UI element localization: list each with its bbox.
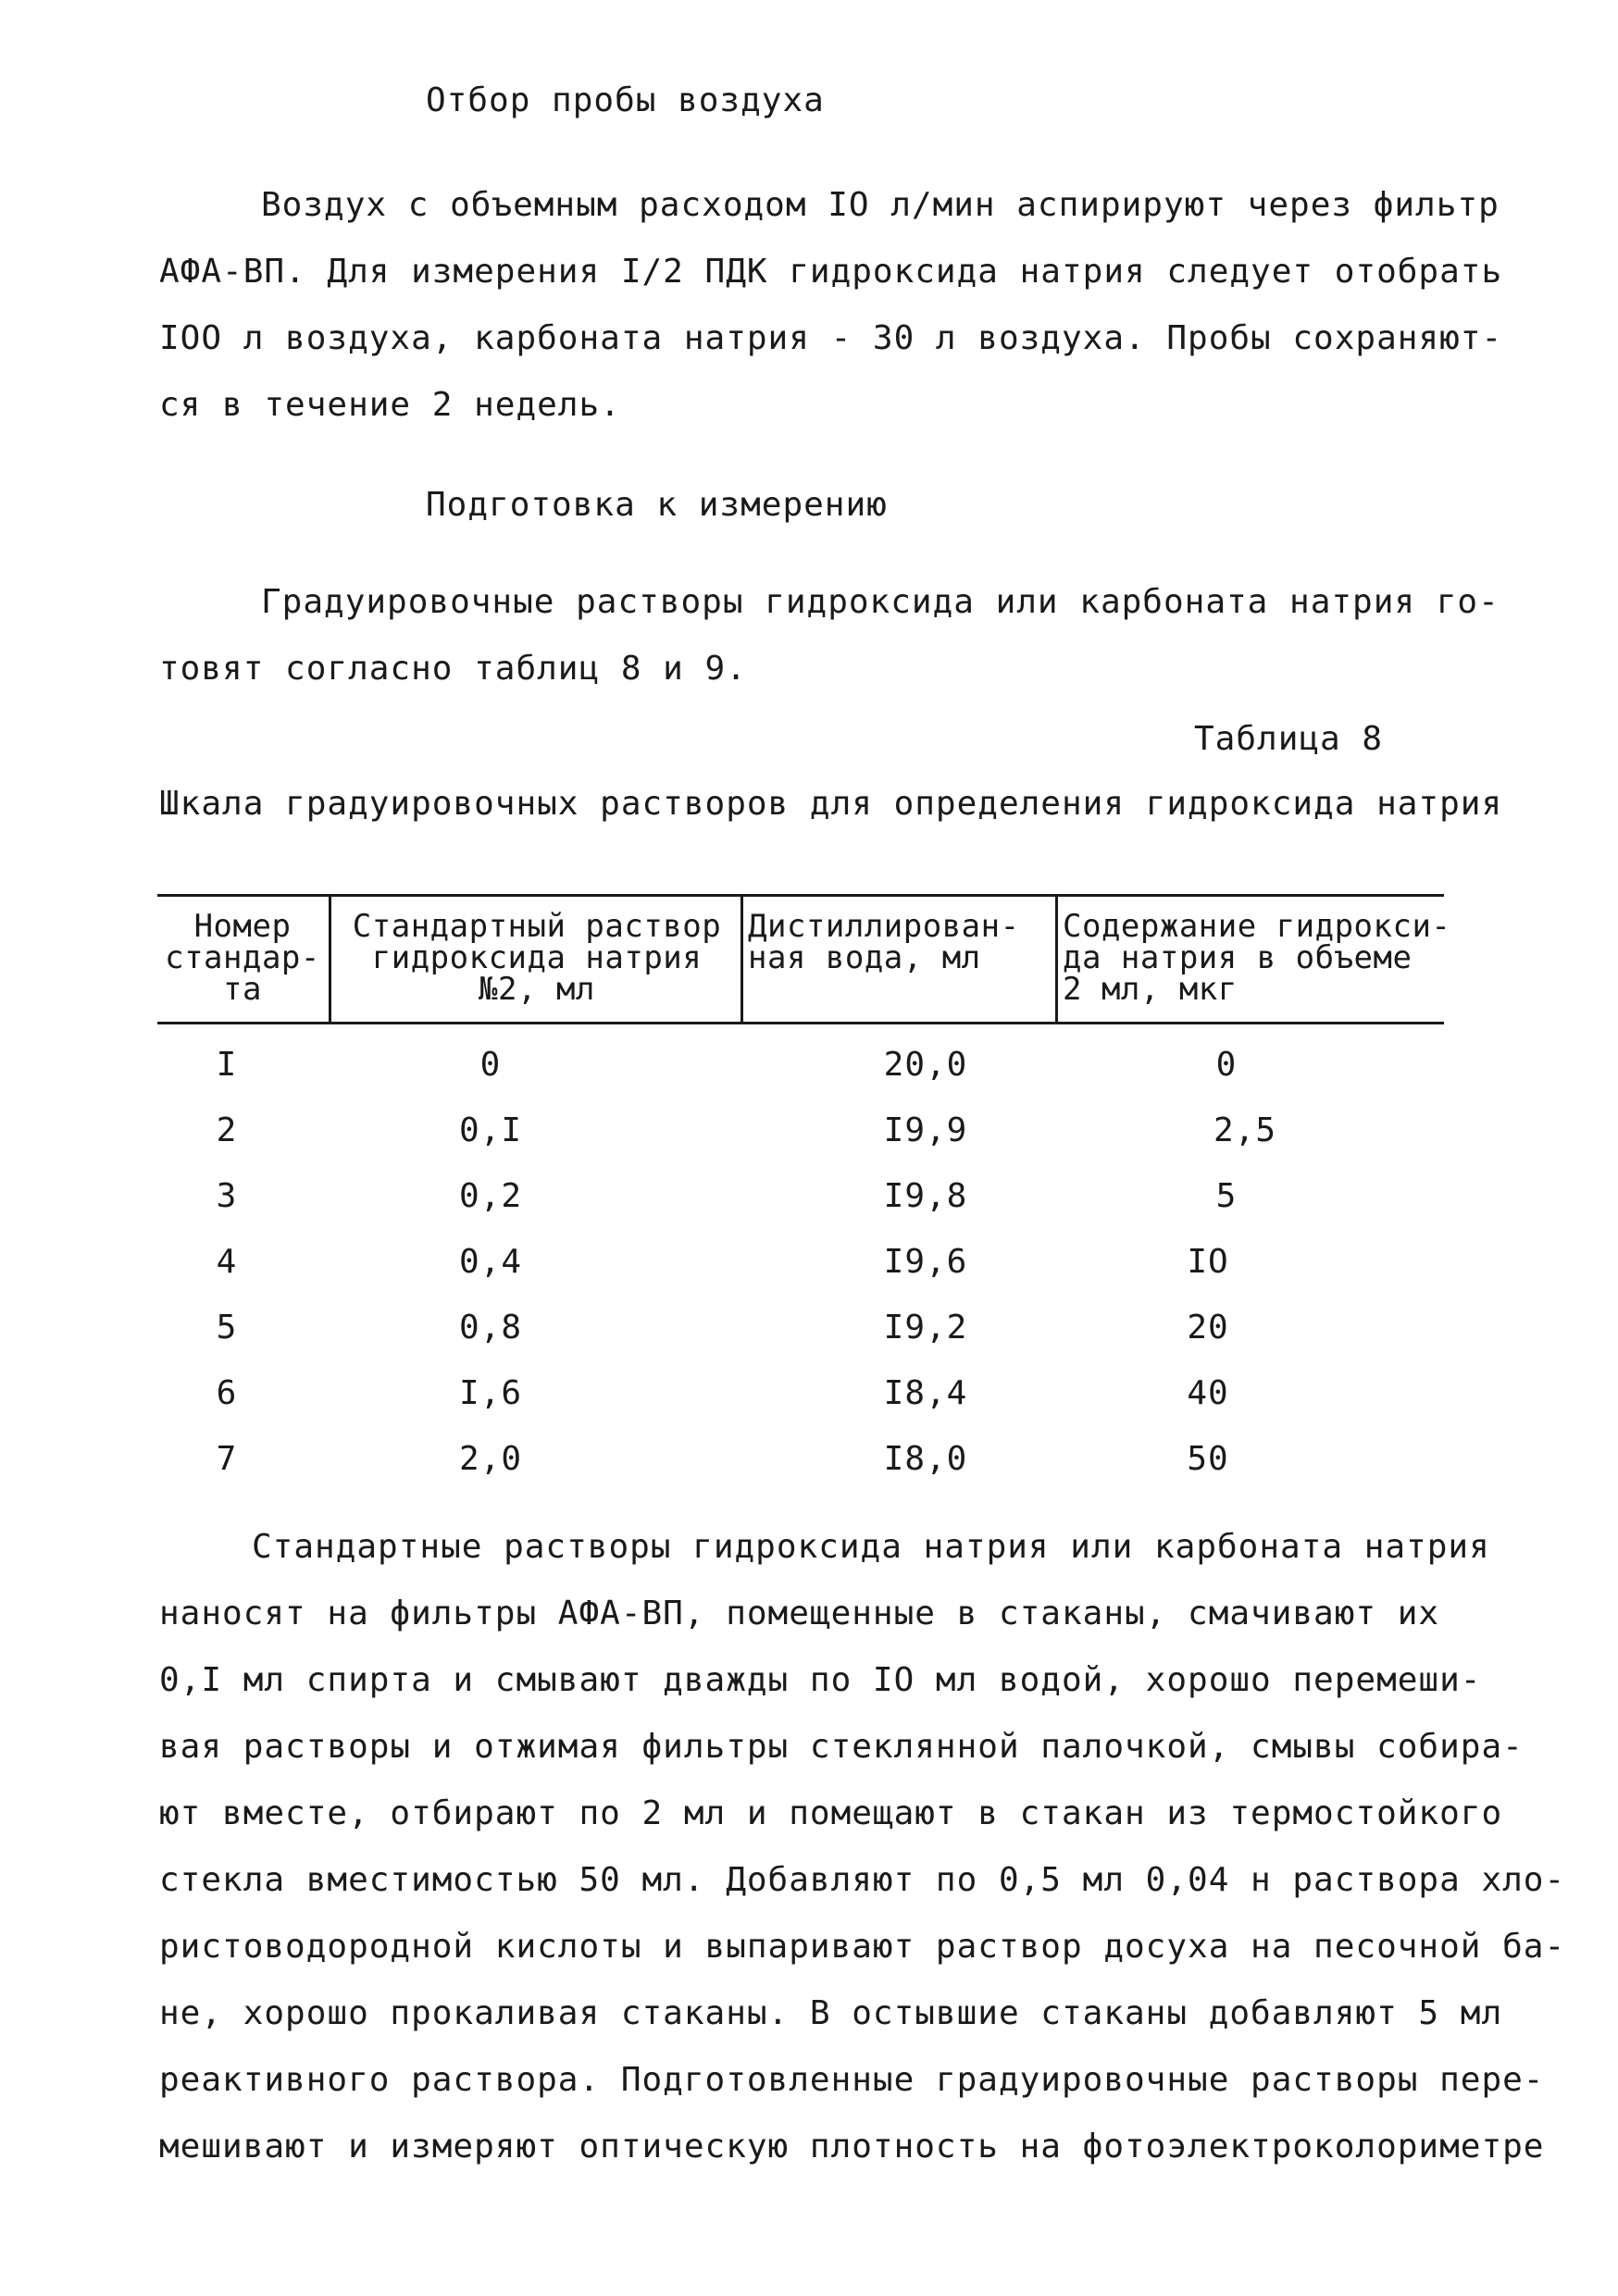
table-cell: I9,6 — [883, 1243, 968, 1281]
table-cell: 2,5 — [1213, 1111, 1277, 1149]
table-column-divider — [1055, 896, 1058, 1022]
table-cell: I8,0 — [883, 1440, 968, 1478]
table-cell: 0,I — [458, 1111, 523, 1149]
table-cell: 2,0 — [458, 1440, 523, 1478]
sampling-paragraph — [159, 172, 1503, 439]
table-cell: I9,9 — [883, 1111, 968, 1149]
table-caption: Шкала градуировочных растворов для определения гидроксида натрия — [159, 785, 1503, 823]
table-cell: I9,8 — [883, 1177, 968, 1215]
table-cell: 2 — [216, 1111, 238, 1149]
text-line: Стандартные растворы гидроксида натрия или карбоната натрия — [252, 1528, 1490, 1566]
text-line: ристоводородной кислоты и выпаривают раствор досуха на песочной ба- — [159, 1928, 1566, 1966]
text-line: наносят на фильтры АФА-ВП, помещенные в стаканы, смачивают их — [159, 1595, 1440, 1632]
table-cell: 0 — [1215, 1046, 1238, 1084]
table-cell: 20 — [1187, 1309, 1229, 1347]
table-cell: I9,2 — [883, 1309, 968, 1347]
table-cell: 6 — [216, 1374, 238, 1412]
text-line: реактивного раствора. Подготовленные градуировочные растворы пере- — [159, 2061, 1545, 2099]
table-cell: 0 — [479, 1046, 502, 1084]
table-header-standard-solution: Стандартный раствор гидроксида натрия №2, мл — [352, 908, 722, 1008]
table-cell: I — [216, 1046, 238, 1084]
table-cell: 50 — [1187, 1440, 1229, 1478]
text-line: вая растворы и отжимая фильтры стеклянной палочкой, смывы собира- — [159, 1728, 1524, 1766]
table-cell: 0,2 — [458, 1177, 523, 1215]
table-cell: 3 — [216, 1177, 238, 1215]
table-number-label: Таблица 8 — [1194, 720, 1384, 758]
section-title-sampling: Отбор пробы воздуха — [426, 81, 825, 119]
text-line: ся в течение 2 недель. — [159, 386, 621, 424]
text-line: стекла вместимостью 50 мл. Добавляют по 0,5 мл 0,04 н раствора хло- — [159, 1861, 1566, 1899]
table-header-standard-number: Номер стандар- та — [165, 908, 320, 1008]
table-cell: 0,4 — [458, 1243, 523, 1281]
table-cell: 5 — [216, 1309, 238, 1347]
table-header-distilled-water: Дистиллирован- ная вода, мл — [748, 908, 1020, 976]
text-line: 0,I мл спирта и смывают дважды по IO мл водой, хорошо перемеши- — [159, 1661, 1482, 1699]
text-line: IOO л воздуха, карбоната натрия - 30 л воздуха. Пробы сохраняют- — [159, 319, 1503, 357]
table-cell: 40 — [1187, 1374, 1229, 1412]
table-cell: I8,4 — [883, 1374, 968, 1412]
text-line: АФА-ВП. Для измерения I/2 ПДК гидроксида натрия следует отобрать — [159, 253, 1503, 291]
table-header-content: Содержание гидрокси- да натрия в объеме 2 мл, мкг — [1063, 908, 1451, 1008]
table-cell: 20,0 — [883, 1046, 968, 1084]
procedure-paragraph — [159, 1514, 1566, 2180]
text-line: товят согласно таблиц 8 и 9. — [159, 650, 747, 688]
text-line: ют вместе, отбирают по 2 мл и помещают в стакан из термостойкого — [159, 1794, 1503, 1832]
table-column-divider — [741, 896, 743, 1022]
table-cell: 7 — [216, 1440, 238, 1478]
table-top-rule — [157, 894, 1444, 897]
text-line: мешивают и измеряют оптическую плотность на фотоэлектроколориметре — [159, 2128, 1545, 2166]
section-title-preparation: Подготовка к измерению — [426, 486, 888, 524]
table-cell: 0,8 — [458, 1309, 523, 1347]
preparation-paragraph — [159, 569, 1500, 702]
table-cell: IO — [1187, 1243, 1229, 1281]
text-line: Воздух с объемным расходом IO л/мин аспирируют через фильтр — [261, 186, 1500, 224]
text-line: не, хорошо прокаливая стаканы. В остывшие стаканы добавляют 5 мл — [159, 1994, 1503, 2032]
table-column-divider — [329, 896, 331, 1022]
table-cell: 5 — [1215, 1177, 1238, 1215]
table-cell: I,6 — [458, 1374, 523, 1412]
text-line: Градуировочные растворы гидроксида или карбоната натрия го- — [261, 583, 1500, 621]
table-header-rule — [157, 1022, 1444, 1024]
table-cell: 4 — [216, 1243, 238, 1281]
